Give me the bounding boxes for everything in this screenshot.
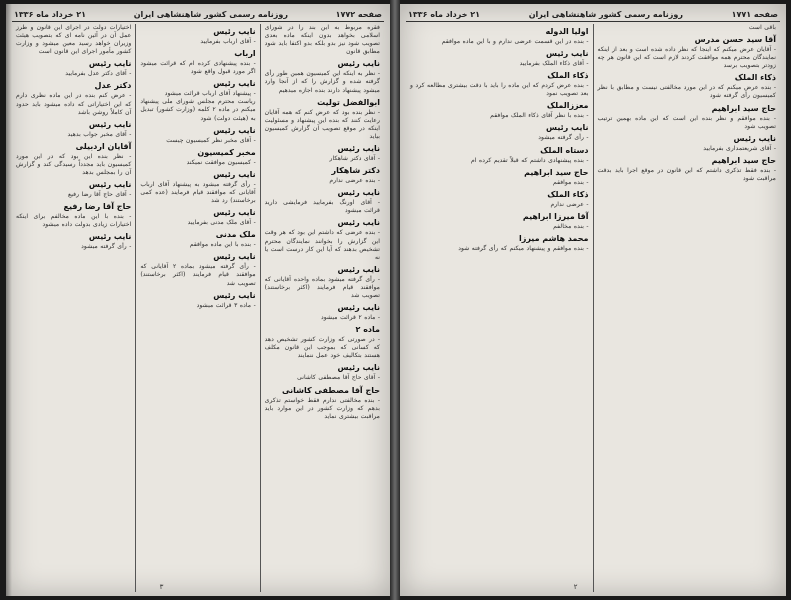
paragraph: - رأی گرفته میشود بماده ۲ آقایانی که موافقند قیام فرمایند (اکثر برخاستند) تصویب شد	[140, 263, 256, 287]
speaker-heading: حاج سید ابراهیم	[524, 167, 589, 177]
header-rule	[406, 21, 780, 22]
paragraph: - بنده در این قسمت عرضی ندارم و با این ماده موافقم	[441, 38, 589, 45]
speaker-heading: نایب رئیس	[337, 218, 380, 228]
left-page	[6, 4, 390, 596]
speaker-heading: حاج آقا رضا رفیع	[63, 202, 132, 212]
paragraph: - بنده عرضی که داشتم این بود که هر وقت این گزارش را بخوانند نمایندگان محترم تشخیص بدهند که آیا این کار درست است یا نه	[264, 229, 380, 261]
paragraph: - نظر بنده این بود که در این مورد کمیسیون باید مجدداً رسیدگی کند و گزارش آن را بمجلس بدهد	[16, 152, 132, 177]
speaker-heading: آقا میرزا ابراهیم	[522, 211, 589, 221]
text-columns	[12, 24, 384, 592]
paragraph: - بنده مخالفم	[553, 222, 589, 230]
paragraph: - آقای ذکاء الملک بفرمایید	[519, 60, 589, 68]
text-column	[12, 24, 136, 592]
speaker-heading: نایب رئیس	[213, 290, 256, 300]
book-gutter	[390, 0, 400, 600]
speaker-heading: نایب رئیس	[337, 363, 380, 373]
speaker-heading: حاج سید ابراهیم	[711, 155, 776, 165]
paragraph: - نظر بنده بود که عرض کنم که همه آقایان رعایت کنند که بنده این پیشنهاد و مسئولیت اینکه در موقع تصویب آن گزارش کمیسیون بیاید	[264, 108, 380, 140]
paragraph: - آقای شریعتمداری بفرمایید	[703, 144, 776, 152]
paragraph: - بنده موافقم و نظر بنده این است که این ماده بهمین ترتیب تصویب شود	[597, 114, 776, 130]
paragraph: - بنده فقط تذکری داشتم که این قانون در موقع اجرا باید بدقت مراقبت شود	[597, 166, 776, 182]
speaker-heading: ذکاء الملک	[547, 189, 589, 199]
speaker-heading: نایب رئیس	[88, 180, 132, 190]
speaker-heading: نایب رئیس	[546, 49, 589, 59]
paragraph: - آقای مخبر نظر کمیسیون چیست	[166, 136, 256, 144]
speaker-heading: نایب رئیس	[88, 119, 132, 129]
speaker-heading: نایب رئیس	[213, 169, 256, 179]
issue-date: ۲۱ خرداد ماه ۱۳۳۶	[408, 9, 481, 19]
paragraph: - عرضی ندارم	[550, 200, 589, 208]
speaker-heading: نایب رئیس	[337, 144, 380, 154]
paragraph: - آقای دکتر شاهکار	[329, 155, 380, 163]
speaker-heading: نایب رئیس	[337, 59, 380, 69]
paragraph: فقره مربوط به این بند را در شورای اسلامی بخواهد بدون اینکه ماده بعدی تصویب شود نیز بدو بلکه بدو اکتفا باید شود مطابق قانون	[264, 24, 380, 56]
speaker-heading: دستاه الملک	[540, 145, 589, 155]
speaker-heading: نایب رئیس	[213, 208, 256, 218]
paragraph: - عرض کنم بنده در این ماده نظری دارم که این اختیاراتی که داده میشود باید حدود آن کاملاً روشن باشد	[16, 92, 132, 116]
paragraph: - آقای حاج آقا مصطفی کاشانی	[297, 374, 380, 382]
text-column	[594, 24, 781, 592]
speaker-heading: ماده ۲	[355, 325, 380, 335]
speaker-heading: نایب رئیس	[213, 27, 256, 36]
speaker-heading: ابوالفضل تولیت	[317, 97, 380, 107]
paragraph: - آقای ارباب بفرمایید	[200, 38, 256, 45]
paragraph: - بنده عرض کردم که این ماده را باید با دقت بیشتری مطالعه کرد و بعد تصویب نمود	[410, 82, 589, 98]
speaker-heading: محمد هاشم میرزا	[518, 233, 589, 243]
newspaper-title: روزنامه رسمی کشور شاهنشاهی ایران	[528, 9, 683, 19]
paragraph: باقی است	[748, 24, 776, 31]
paragraph: - آقای مخبر جواب بدهید	[67, 130, 132, 138]
speaker-heading: نایب رئیس	[337, 303, 380, 313]
page-header	[14, 8, 382, 20]
text-column	[136, 24, 260, 592]
speaker-heading: نایب رئیس	[88, 59, 132, 69]
paragraph: - آقای اورنگ بفرمایید فرمایشی دارید قرائت میشود	[264, 199, 380, 215]
page-number: صفحه ۱۷۷۱	[731, 9, 778, 19]
paragraph: اختیارات دولت در اجرای این قانون و طرز عمل آن در آئین نامه ای که بتصویب هیئت وزیران خواهد رسید معین میشود و وزارت کشور مأمور اجرای این قانون است	[16, 24, 132, 56]
paragraph: - بنده پیشنهادی کرده ام که قرائت میشود اگر مورد قبول واقع شود	[140, 60, 256, 76]
paragraph: - ماده ۳ قرائت میشود	[196, 301, 256, 309]
speaker-heading: نایب رئیس	[213, 252, 256, 262]
paragraph: - کمیسیون موافقت نمیکند	[186, 158, 256, 166]
page-header	[408, 8, 778, 20]
paragraph: - پیشنهاد آقای ارباب قرائت میشود	[164, 90, 256, 98]
paragraph: - بنده با این ماده موافقم	[189, 241, 256, 249]
paragraph: - نظر به اینکه این کمیسیون همین طور رأی گرفته شده و گزارش را که از آنجا وارد میشود پیشنهاد دارند بنده اجازه میدهیم	[264, 70, 380, 94]
text-column	[261, 24, 384, 592]
paragraph: - در صورتی که وزارت کشور تشخیص دهد که کسانی که بموجب این قانون مکلف هستند بتکالیف خود عمل ننمایند	[264, 336, 380, 360]
newspaper-title: روزنامه رسمی کشور شاهنشاهی ایران	[133, 9, 288, 19]
speaker-heading: اولیا الدوله	[545, 27, 589, 36]
paragraph: - رأی گرفته میشود به پیشنهاد آقای ارباب آقایانی که موافقند قیام فرمایند (عده کمی برخاستند) رد شد	[140, 180, 256, 205]
speaker-heading: ارباب	[234, 49, 256, 59]
speaker-heading: حاج آقا مصطفی کاشانی	[282, 385, 380, 395]
speaker-heading: نایب رئیس	[337, 188, 380, 198]
speaker-heading: نایب رئیس	[213, 79, 256, 89]
speaker-heading: ملک مدنی	[215, 230, 256, 240]
paragraph: - بنده با نظر آقای ذکاء الملک موافقم	[490, 112, 589, 120]
paragraph: - آقای حاج آقا رضا رفیع	[68, 191, 132, 199]
paragraph: - بنده پیشنهادی داشتم که قبلاً تقدیم کرده ام	[471, 156, 589, 164]
header-rule	[12, 21, 384, 22]
paragraph: - بنده موافقم و پیشنهاد میکنم که رأی گرفته شود	[458, 244, 589, 252]
page-folio: ۳	[159, 583, 164, 591]
speaker-heading: دکتر شاهکار	[331, 166, 380, 176]
paragraph: - رأی گرفته میشود	[81, 243, 132, 251]
speaker-heading: ذکاء الملک	[734, 73, 776, 83]
speaker-heading: آقا سید حسن مدرس	[694, 35, 776, 45]
speaker-heading: نایب رئیس	[546, 123, 589, 133]
page-number: صفحه ۱۷۷۲	[335, 9, 382, 19]
text-column	[406, 24, 594, 592]
speaker-heading: معززالملک	[546, 101, 589, 111]
paragraph: - رأی گرفته میشود بماده واحده آقایانی که موافقند قیام فرمایند (اکثر برخاستند) تصویب شد	[264, 275, 380, 299]
paragraph: - بنده با این ماده مخالفم برای اینکه اختیارات زیادی بدولت داده میشود	[16, 213, 132, 229]
speaker-heading: آقایان اردبیلی	[75, 141, 132, 151]
issue-date: ۲۱ خرداد ماه ۱۳۳۶	[14, 9, 87, 19]
speaker-heading: نایب رئیس	[88, 232, 132, 242]
paragraph: - آقای دکتر عدل بفرمایید	[65, 70, 132, 78]
speaker-heading: نایب رئیس	[213, 125, 256, 135]
page-folio: ۲	[573, 583, 578, 591]
speaker-heading: دکتر عدل	[94, 81, 132, 91]
speaker-heading: نایب رئیس	[337, 264, 380, 274]
paragraph: - بنده موافقم	[552, 178, 589, 186]
paragraph: - بنده عرض میکنم که در این مورد مخالفتی نیست و مطابق با نظر کمیسیون رأی گرفته شود	[597, 84, 776, 100]
right-page	[400, 4, 786, 596]
paragraph: - بنده مخالفتی ندارم فقط خواستم تذکری بدهم که وزارت کشور در این موارد باید مراقبت بیشتری نماید	[264, 396, 380, 420]
paragraph: - رأی گرفته میشود	[538, 134, 589, 142]
speaker-heading: مخبر کمیسیون	[197, 147, 256, 157]
paragraph: - ماده ۲ قرائت میشود	[320, 314, 380, 322]
paragraph: - بنده عرضی ندارم	[329, 177, 380, 185]
speaker-heading: حاج سید ابراهیم	[711, 103, 776, 113]
text-columns	[406, 24, 780, 592]
speaker-heading: ذکاء الملک	[547, 71, 589, 81]
paragraph: - آقایان عرض میکنم که اینجا که نظر داده شده است و بعد از اینکه نمایندگان محترم همه موافقت کردند لازم است که این قانون هر چه زودتر بتصویب برسد	[597, 46, 776, 70]
paragraph: ریاست محترم مجلس شورای ملی پیشنهاد میکنم در ماده ۲ کلمه (وزارت کشور) تبدیل به (هیئت دولت) شود	[140, 98, 256, 122]
paragraph: - آقای ملک مدنی بفرمایید	[187, 219, 256, 227]
speaker-heading: نایب رئیس	[733, 133, 776, 143]
